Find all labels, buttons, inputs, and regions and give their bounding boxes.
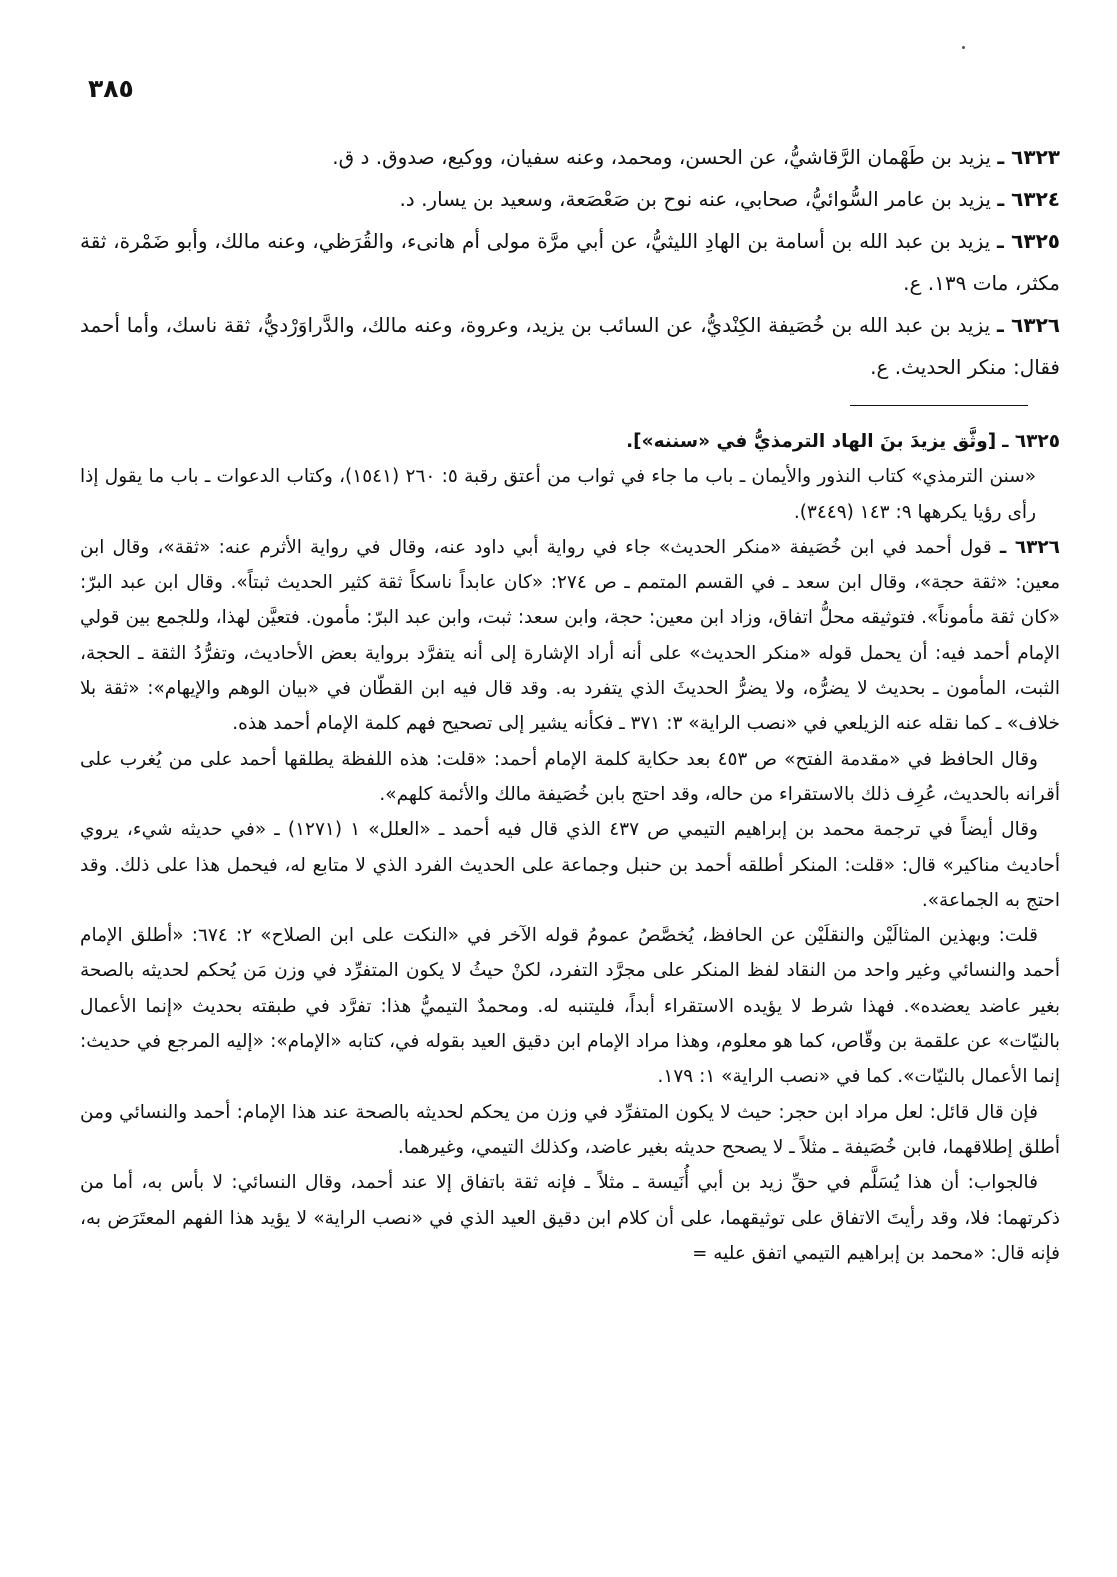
- page-number: ٣٨٥: [88, 74, 134, 103]
- entry-text: يزيد بن طَهْمان الرَّقاشيُّ، عن الحسن، ومحمد، وعنه سفيان، ووكيع، صدوق. د ق.: [332, 145, 991, 169]
- note-title: [وثَّق يزيدَ بنَ الهاد الترمذيُّ في «سننه»].: [626, 431, 997, 452]
- entry-text: يزيد بن عبد الله بن أسامة بن الهادِ الليثيُّ، عن أبي مرَّة مولى أم هانىء، والقُرَظي، وعنه مالك، وأبو ضَمْرة، ثقة مكثر، مات ١٣٩. ع.: [80, 229, 1060, 295]
- entry-number: ٦٣٢٥ ـ: [996, 229, 1060, 253]
- footnote-divider: [850, 405, 1028, 406]
- scan-speck: [962, 46, 965, 49]
- note-6326-paragraph: وقال الحافظ في «مقدمة الفتح» ص ٤٥٣ بعد حكاية كلمة الإمام أحمد: «قلت: هذه اللفظة يطلقها أحمد على من يُغرب على أقرانه بالحديث، عُرِف ذلك بالاستقراء من حاله، وقد احتج بابن خُصَيفة مالك والأئمة كلهم».: [80, 748, 1060, 805]
- editor-notes: [80, 424, 1060, 1271]
- biography-entries: [80, 136, 1060, 388]
- entry-6326: [80, 304, 1060, 388]
- note-number: ٦٣٢٥ ـ: [1002, 431, 1060, 452]
- entry-number: ٦٣٢٦ ـ: [996, 313, 1060, 337]
- note-6325-body: [80, 459, 1060, 530]
- note-text: قول أحمد في ابن خُصَيفة «منكر الحديث» جاء في رواية أبي داود عنه، وقال في رواية الأثرم عنه: «ثقة»، وقال ابن معين: «ثقة حجة»، وقال ابن سعد ـ في القسم المتمم ـ ص ٢٧٤: «كان عابداً ناسكاً ثقة كثير الحديث ثبتاً». وقال ابن عبد البرّ: «كان ثقة مأموناً». فتوثيقه محلُّ اتفاق، وزاد ابن معين: حجة، وابن سعد: ثبت، وابن عبد البرّ: مأمون. فتعيَّن لهذا، وللجمع بين قولي الإمام أحمد فيه: أن يحمل قوله «منكر الحديث» على أنه أراد الإشارة إلى أنه يتفرَّد برواية بعض الأحاديث، وتفرُّدُ الثقة ـ الحجة، الثبت، المأمون ـ بحديث لا يضرُّه، ولا يضرُّ الحديثَ الذي يتفرد به. وقد قال فيه ابن القطّان في «بيان الوهم والإيهام»: «ثقة بلا خلاف» ـ كما نقله عنه الزيلعي في «نصب الراية» ٣: ٣٧١ ـ فكأنه يشير إلى تصحيح فهم كلمة الإمام أحمد هذه.: [80, 536, 1060, 735]
- entry-number: ٦٣٢٣ ـ: [997, 145, 1060, 169]
- entry-6324: [80, 178, 1060, 220]
- note-6326-paragraph: وقال أيضاً في ترجمة محمد بن إبراهيم التيمي ص ٤٣٧ الذي قال فيه أحمد ـ «العلل» ١ (١٢٧١) ـ «في حديثه شيء، يروي أحاديث مناكير» قال: «قلت: المنكر أطلقه أحمد بن حنبل وجماعة على الحديث الفرد الذي لا متابع له، فيحمل هذا على ذلك. وقد احتج به الجماعة».: [80, 819, 1060, 911]
- note-6326-paragraph: قلت: وبهذين المثالَيْن والنقلَيْن عن الحافظ، يُخصَّصُ عمومُ قوله الآخر في «النكت على ابن الصلاح» ٢: ٦٧٤: «أطلق الإمام أحمد والنسائي وغير واحد من النقاد لفظ المنكر على مجرَّد التفرد، لكنْ حيثُ لا يكون المتفرِّد في وزن مَن يُحكم لحديثه بالصحة بغير عاضد يعضده». فهذا شرط لا يؤيده الاستقراء أبداً، فليتنبه له. ومحمدٌ التيميُّ هذا: تفرَّد في طبقته بحديث «إنما الأعمال بالنيّات» عن علقمة بن وقّاص، كما هو معلوم، وهذا مراد الإمام ابن دقيق العيد بقوله في، كتابه «الإمام»: «إليه المرجع في حديث: إنما الأعمال بالنيّات». كما في «نصب الراية» ١: ١٧٩.: [80, 925, 1060, 1088]
- note-6325-heading: [80, 424, 1060, 459]
- entry-text: يزيد بن عبد الله بن خُصَيفة الكِنْديُّ، عن السائب بن يزيد، وعروة، وعنه مالك، والدَّراوَرْديُّ، ثقة ناسك، وأما أحمد فقال: منكر الحديث. ع.: [80, 313, 1060, 379]
- note-number: ٦٣٢٦ ـ: [999, 536, 1060, 558]
- note-text: «سنن الترمذي» كتاب النذور والأيمان ـ باب ما جاء في ثواب من أعتق رقبة ٥: ٢٦٠ (١٥٤١)، وكتاب الدعوات ـ باب ما يقول إذا رأى رؤيا يكرهها ٩: ١٤٣ (٣٤٤٩).: [80, 466, 1037, 523]
- note-text: فالجواب: أن هذا يُسَلَّم في حقِّ زيد بن أبي أُنَيسة ـ مثلاً ـ فإنه ثقة باتفاق إلا عند أحمد، وقال النسائي: لا بأس به، أما من ذكرتهما: فلا، وقد رأيتَ الاتفاق على توثيقهما، على أن كلام ابن دقيق العيد الذي في «نصب الراية» لا يؤيد هذا الفهم المعتَرَض به، فإنه قال: «محمد بن إبراهيم التيمي اتفق عليه: [80, 1172, 1060, 1264]
- continuation-mark: =: [692, 1242, 708, 1264]
- entry-text: يزيد بن عامر السُّوائيُّ، صحابي، عنه نوح بن صَعْصَعة، وسعيد بن يسار. د.: [399, 187, 991, 211]
- entry-6323: [80, 136, 1060, 178]
- note-6326-first: [80, 530, 1060, 742]
- entry-number: ٦٣٢٤ ـ: [997, 187, 1060, 211]
- note-6326-last: [80, 1165, 1060, 1271]
- entry-6325: [80, 220, 1060, 304]
- note-6326-paragraph: فإن قال قائل: لعل مراد ابن حجر: حيث لا يكون المتفرِّد في وزن من يحكم لحديثه بالصحة عند هذا الإمام: أحمد والنسائي ومن أطلق إطلاقهما، فابن خُصَيفة ـ مثلاً ـ لا يصحح حديثه بغير عاضد، وكذلك التيمي، وغيرهما.: [80, 1101, 1060, 1158]
